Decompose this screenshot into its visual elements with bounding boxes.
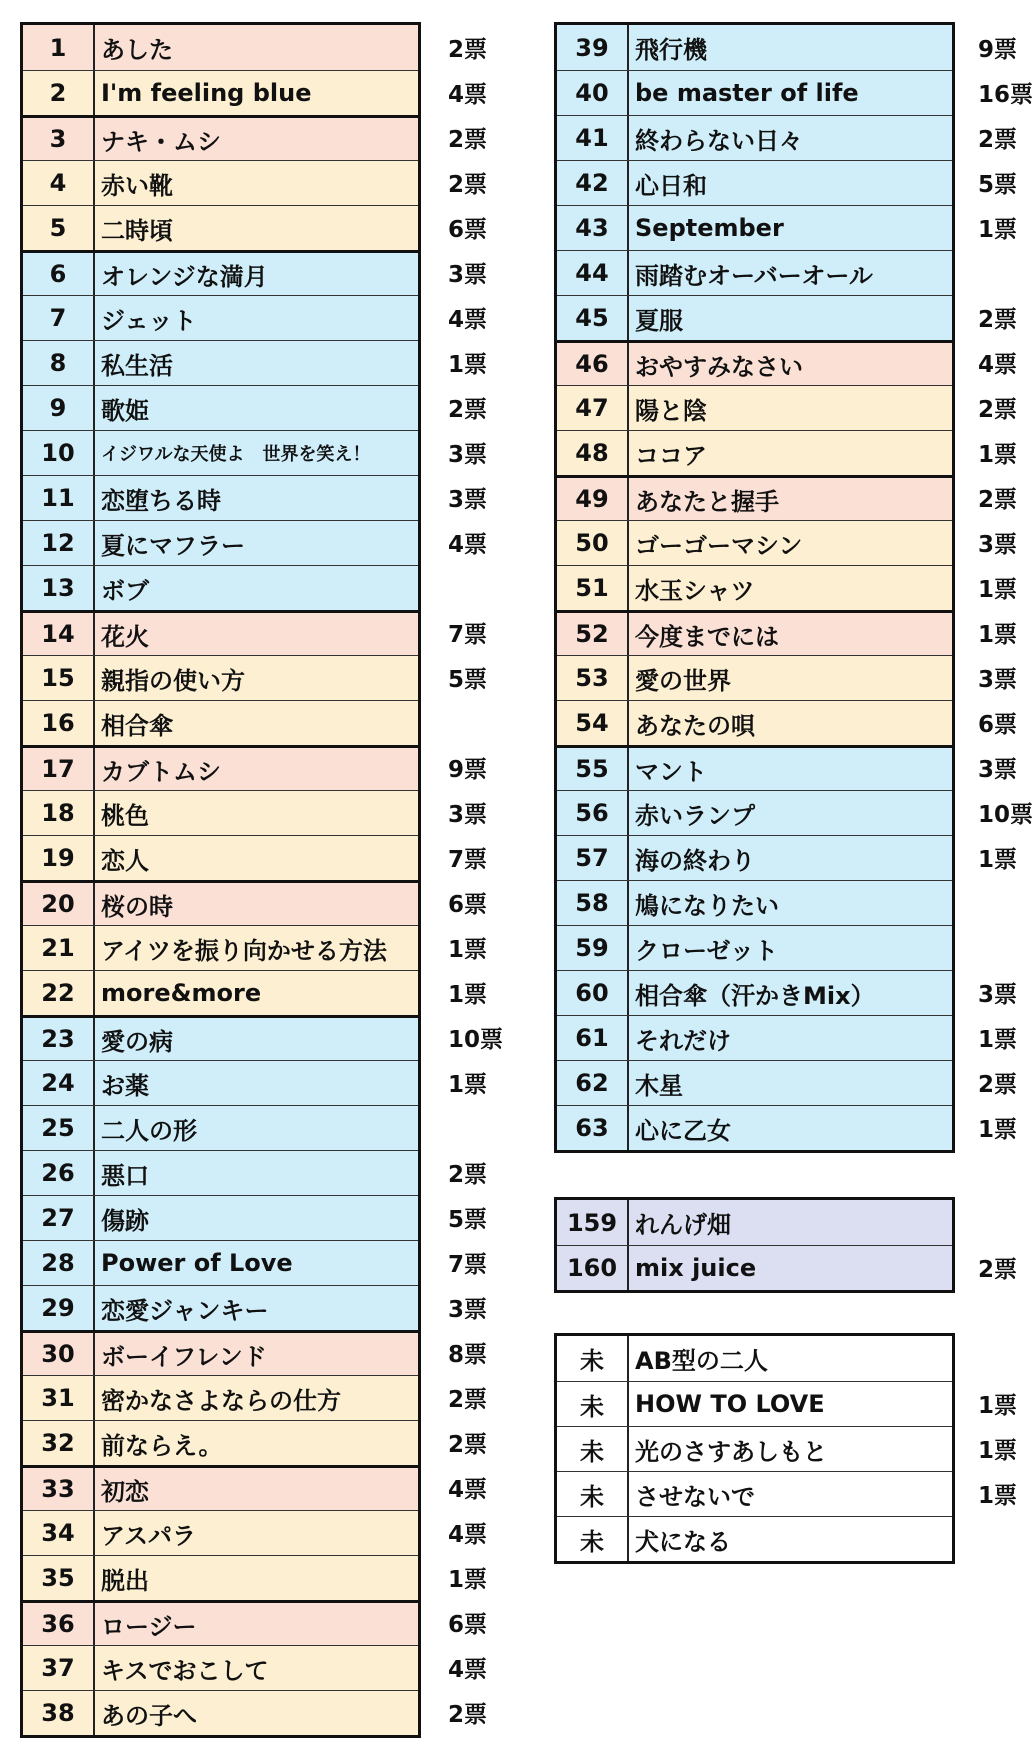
song-title: ロージー xyxy=(101,1612,197,1641)
song-title: 雨踏むオーバーオール xyxy=(635,261,873,290)
song-title: 犬になる xyxy=(635,1527,731,1556)
song-row xyxy=(557,790,952,835)
vote-count: 3票 xyxy=(978,757,1018,783)
song-number: 27 xyxy=(23,1196,95,1240)
song-title: 恋愛ジャンキー xyxy=(101,1296,269,1325)
song-number: 29 xyxy=(23,1286,95,1330)
vote-count: 1票 xyxy=(978,1117,1018,1143)
left-song-table xyxy=(20,22,421,1738)
song-number: 43 xyxy=(557,206,629,250)
song-title: あなたと握手 xyxy=(635,487,779,516)
song-number: 60 xyxy=(557,971,629,1015)
song-row xyxy=(557,700,952,745)
song-row xyxy=(23,1555,418,1600)
song-row xyxy=(23,1105,418,1150)
song-title: 赤い靴 xyxy=(101,171,173,200)
song-title: 木星 xyxy=(635,1071,683,1100)
song-row xyxy=(557,70,952,115)
song-title: 花火 xyxy=(101,622,149,651)
song-title: ジェット xyxy=(101,306,197,335)
vote-count: 2票 xyxy=(448,1702,488,1728)
song-row xyxy=(557,880,952,925)
song-number: 58 xyxy=(557,881,629,925)
vote-count: 3票 xyxy=(448,262,488,288)
song-row xyxy=(557,1471,952,1516)
song-title: 相合傘 xyxy=(101,711,173,740)
song-title: 光のさすあしもと xyxy=(635,1437,827,1466)
vote-count: 2票 xyxy=(448,1162,488,1188)
vote-count: 9票 xyxy=(448,757,488,783)
song-number: 57 xyxy=(557,836,629,880)
song-number: 40 xyxy=(557,71,629,115)
vote-count: 4票 xyxy=(978,352,1018,378)
song-row xyxy=(557,565,952,610)
vote-count: 1票 xyxy=(448,352,488,378)
song-title: あの子へ xyxy=(101,1701,197,1730)
vote-count: 7票 xyxy=(448,622,488,648)
song-number: 19 xyxy=(23,836,95,880)
vote-count: 5票 xyxy=(448,1207,488,1233)
song-number: 48 xyxy=(557,431,629,475)
song-number: 50 xyxy=(557,521,629,565)
vote-count: 3票 xyxy=(978,982,1018,1008)
song-number: 21 xyxy=(23,926,95,970)
song-number: 9 xyxy=(23,386,95,430)
song-row xyxy=(23,1420,418,1465)
song-title: mix juice xyxy=(635,1254,757,1282)
song-title: オレンジな満月 xyxy=(101,262,268,291)
song-title: カブトムシ xyxy=(101,757,221,786)
song-row xyxy=(23,250,418,295)
song-number: 52 xyxy=(557,613,629,655)
vote-count: 2票 xyxy=(978,397,1018,423)
song-row xyxy=(23,25,418,70)
song-number: 14 xyxy=(23,613,95,655)
song-title: ココア xyxy=(635,441,707,470)
song-number: 18 xyxy=(23,791,95,835)
vote-count: 1票 xyxy=(978,1483,1018,1509)
vote-count: 3票 xyxy=(448,442,488,468)
song-number: 63 xyxy=(557,1106,629,1150)
song-row xyxy=(557,520,952,565)
song-number: 20 xyxy=(23,883,95,925)
song-title: 飛行機 xyxy=(635,36,707,64)
song-title: マント xyxy=(635,757,707,786)
song-title: ナキ・ムシ xyxy=(101,127,221,156)
song-number: 41 xyxy=(557,116,629,160)
song-title: ボーイフレンド xyxy=(101,1342,267,1371)
vote-count: 2票 xyxy=(978,1072,1018,1098)
song-title: AB型の二人 xyxy=(635,1347,768,1375)
song-title: クローゼット xyxy=(635,936,779,965)
song-row xyxy=(23,520,418,565)
song-number: 37 xyxy=(23,1646,95,1690)
song-title: 脱出 xyxy=(101,1566,149,1595)
vote-count: 3票 xyxy=(448,1297,488,1323)
song-row xyxy=(23,430,418,475)
song-number: 未 xyxy=(557,1472,629,1516)
vote-count: 2票 xyxy=(448,397,488,423)
right-song-table xyxy=(554,22,955,1153)
vote-count: 8票 xyxy=(448,1342,488,1368)
vote-count: 4票 xyxy=(448,1657,488,1683)
song-row xyxy=(557,655,952,700)
song-title: more&more xyxy=(101,979,262,1007)
song-number: 30 xyxy=(23,1333,95,1375)
vote-count: 4票 xyxy=(448,307,488,333)
vote-count: 9票 xyxy=(978,37,1018,63)
song-title: ボブ xyxy=(101,576,149,605)
song-row xyxy=(23,565,418,610)
song-title: 愛の病 xyxy=(101,1027,173,1056)
song-row xyxy=(557,475,952,520)
song-number: 42 xyxy=(557,161,629,205)
song-row xyxy=(557,115,952,160)
song-title: れんげ畑 xyxy=(635,1211,731,1239)
song-row xyxy=(557,1105,952,1150)
vote-count: 1票 xyxy=(978,622,1018,648)
song-title: ゴーゴーマシン xyxy=(635,531,803,560)
song-row xyxy=(557,745,952,790)
vote-count: 6票 xyxy=(448,892,488,918)
song-row xyxy=(557,925,952,970)
song-row xyxy=(23,1510,418,1555)
song-number: 34 xyxy=(23,1511,95,1555)
vote-count: 4票 xyxy=(448,1522,488,1548)
vote-count: 1票 xyxy=(448,1072,488,1098)
song-title: 相合傘（汗かきMix） xyxy=(635,981,875,1010)
song-row xyxy=(23,1330,418,1375)
vote-count: 16票 xyxy=(978,82,1034,108)
song-row xyxy=(23,1060,418,1105)
song-title: 恋堕ちる時 xyxy=(101,486,221,515)
song-title: させないで xyxy=(635,1482,755,1511)
song-row xyxy=(557,610,952,655)
song-title: 夏服 xyxy=(635,306,683,335)
song-number: 38 xyxy=(23,1691,95,1735)
song-number: 51 xyxy=(557,566,629,610)
song-number: 46 xyxy=(557,343,629,385)
vote-count: 10票 xyxy=(978,802,1034,828)
song-title: 桜の時 xyxy=(101,892,173,921)
song-row xyxy=(557,160,952,205)
song-number: 未 xyxy=(557,1336,629,1381)
song-row xyxy=(23,745,418,790)
vote-count: 2票 xyxy=(448,37,488,63)
vote-count: 2票 xyxy=(978,307,1018,333)
song-row xyxy=(23,295,418,340)
song-number: 160 xyxy=(557,1246,629,1290)
song-number: 54 xyxy=(557,701,629,745)
song-row xyxy=(557,1381,952,1426)
song-number: 3 xyxy=(23,118,95,160)
song-row xyxy=(557,385,952,430)
song-number: 1 xyxy=(23,25,95,70)
song-title: 桃色 xyxy=(101,801,149,830)
vote-count: 2票 xyxy=(448,1432,488,1458)
song-number: 55 xyxy=(557,748,629,790)
song-title: 密かなさよならの仕方 xyxy=(101,1386,341,1415)
vote-count: 3票 xyxy=(448,802,488,828)
song-row xyxy=(557,835,952,880)
song-row xyxy=(23,880,418,925)
song-row xyxy=(23,1690,418,1735)
song-row xyxy=(23,655,418,700)
song-number: 35 xyxy=(23,1556,95,1600)
song-row xyxy=(23,1150,418,1195)
song-row xyxy=(557,1060,952,1105)
song-number: 24 xyxy=(23,1061,95,1105)
vote-count: 1票 xyxy=(978,1027,1018,1053)
song-title: 二人の形 xyxy=(101,1116,197,1145)
song-number: 61 xyxy=(557,1016,629,1060)
song-number: 31 xyxy=(23,1376,95,1420)
song-row xyxy=(557,250,952,295)
vote-count: 2票 xyxy=(448,127,488,153)
song-title: 鳩になりたい xyxy=(635,891,779,920)
song-number: 59 xyxy=(557,926,629,970)
vote-count: 1票 xyxy=(978,217,1018,243)
vote-count: 6票 xyxy=(448,1612,488,1638)
song-title: アイツを振り向かせる方法 xyxy=(101,936,387,965)
song-row xyxy=(557,25,952,70)
song-title: 海の終わり xyxy=(635,846,755,875)
song-number: 159 xyxy=(557,1200,629,1245)
song-title: あなたの唄 xyxy=(635,711,755,740)
song-number: 未 xyxy=(557,1517,629,1561)
song-title: おやすみなさい xyxy=(635,352,803,381)
song-title: 水玉シャツ xyxy=(635,576,755,605)
song-number: 17 xyxy=(23,748,95,790)
vote-count: 1票 xyxy=(448,982,488,1008)
song-title: 親指の使い方 xyxy=(101,666,245,695)
song-title: 恋人 xyxy=(101,846,149,875)
song-number: 53 xyxy=(557,656,629,700)
vote-count: 3票 xyxy=(978,532,1018,558)
song-title: 前ならえ。 xyxy=(101,1431,223,1460)
song-title: 二時頃 xyxy=(101,216,173,245)
song-number: 11 xyxy=(23,476,95,520)
song-row xyxy=(557,1200,952,1245)
song-title: 私生活 xyxy=(101,351,173,380)
vote-count: 2票 xyxy=(978,487,1018,513)
vote-count: 5票 xyxy=(448,667,488,693)
vote-count: 2票 xyxy=(448,172,488,198)
song-number: 44 xyxy=(557,251,629,295)
song-number: 12 xyxy=(23,521,95,565)
song-title: 陽と陰 xyxy=(635,396,707,425)
song-row xyxy=(23,70,418,115)
song-row xyxy=(23,1465,418,1510)
vote-count: 7票 xyxy=(448,1252,488,1278)
song-row xyxy=(23,970,418,1015)
song-number: 23 xyxy=(23,1018,95,1060)
song-row xyxy=(23,835,418,880)
song-number: 未 xyxy=(557,1382,629,1426)
vote-count: 1票 xyxy=(978,1438,1018,1464)
song-number: 8 xyxy=(23,341,95,385)
vote-count: 6票 xyxy=(448,217,488,243)
vote-count: 7票 xyxy=(448,847,488,873)
song-title: お薬 xyxy=(101,1071,149,1100)
song-row xyxy=(557,970,952,1015)
song-row xyxy=(557,205,952,250)
song-number: 33 xyxy=(23,1468,95,1510)
song-row xyxy=(23,1195,418,1240)
song-row xyxy=(23,1645,418,1690)
song-number: 2 xyxy=(23,71,95,115)
song-row xyxy=(23,610,418,655)
vote-count: 6票 xyxy=(978,712,1018,738)
song-number: 26 xyxy=(23,1151,95,1195)
song-row xyxy=(23,790,418,835)
song-number: 45 xyxy=(557,296,629,340)
vote-count: 2票 xyxy=(978,127,1018,153)
song-row xyxy=(557,295,952,340)
song-row xyxy=(557,1516,952,1561)
song-title: 心日和 xyxy=(635,171,707,200)
vote-count: 4票 xyxy=(448,532,488,558)
song-number: 4 xyxy=(23,161,95,205)
song-title: キスでおこして xyxy=(101,1656,269,1685)
song-row xyxy=(23,1285,418,1330)
song-row xyxy=(23,700,418,745)
song-title: それだけ xyxy=(635,1026,731,1055)
song-row xyxy=(23,1375,418,1420)
vote-count: 1票 xyxy=(978,1393,1018,1419)
song-title: September xyxy=(635,214,784,242)
song-row xyxy=(23,1015,418,1060)
song-title: 夏にマフラー xyxy=(101,531,245,560)
vote-count: 5票 xyxy=(978,172,1018,198)
song-number: 28 xyxy=(23,1241,95,1285)
song-row xyxy=(557,340,952,385)
vote-count: 1票 xyxy=(978,577,1018,603)
song-number: 10 xyxy=(23,431,95,475)
song-title: イジワルな天使よ 世界を笑え！ xyxy=(101,444,371,465)
song-number: 62 xyxy=(557,1061,629,1105)
vote-count: 1票 xyxy=(448,1567,488,1593)
song-number: 15 xyxy=(23,656,95,700)
song-title: 愛の世界 xyxy=(635,666,731,695)
song-row xyxy=(23,385,418,430)
song-title: Power of Love xyxy=(101,1249,293,1277)
song-row xyxy=(23,340,418,385)
song-title: 初恋 xyxy=(101,1477,149,1506)
song-title: 悪口 xyxy=(101,1161,149,1190)
song-title: 歌姫 xyxy=(101,396,149,425)
vote-count: 1票 xyxy=(978,442,1018,468)
vote-count: 4票 xyxy=(448,1477,488,1503)
vote-count: 4票 xyxy=(448,82,488,108)
song-number: 13 xyxy=(23,566,95,610)
song-number: 6 xyxy=(23,253,95,295)
song-number: 49 xyxy=(557,478,629,520)
song-row xyxy=(23,115,418,160)
vote-count: 1票 xyxy=(978,847,1018,873)
song-title: アスパラ xyxy=(101,1521,197,1550)
song-title: 終わらない日々 xyxy=(635,126,803,155)
song-title: 傷跡 xyxy=(101,1206,149,1235)
song-row xyxy=(23,475,418,520)
song-row xyxy=(23,1240,418,1285)
song-number: 32 xyxy=(23,1421,95,1465)
song-number: 7 xyxy=(23,296,95,340)
unreleased-song-table xyxy=(554,1333,955,1564)
song-title: HOW TO LOVE xyxy=(635,1390,825,1418)
vote-count: 3票 xyxy=(448,487,488,513)
song-title: 心に乙女 xyxy=(635,1116,731,1145)
song-row xyxy=(557,1015,952,1060)
song-number: 36 xyxy=(23,1603,95,1645)
song-number: 16 xyxy=(23,701,95,745)
extra-song-table xyxy=(554,1197,955,1293)
song-title: あした xyxy=(101,36,173,64)
song-row xyxy=(23,205,418,250)
song-row xyxy=(557,430,952,475)
song-number: 47 xyxy=(557,386,629,430)
song-row xyxy=(23,1600,418,1645)
song-title: I'm feeling blue xyxy=(101,79,312,107)
vote-count: 10票 xyxy=(448,1027,504,1053)
vote-count: 2票 xyxy=(448,1387,488,1413)
song-row xyxy=(23,925,418,970)
song-number: 56 xyxy=(557,791,629,835)
song-number: 未 xyxy=(557,1427,629,1471)
song-number: 25 xyxy=(23,1106,95,1150)
vote-count: 3票 xyxy=(978,667,1018,693)
song-row xyxy=(557,1336,952,1381)
song-title: be master of life xyxy=(635,79,859,107)
song-title: 赤いランプ xyxy=(635,801,755,830)
vote-count: 1票 xyxy=(448,937,488,963)
song-row xyxy=(23,160,418,205)
vote-count: 2票 xyxy=(978,1257,1018,1283)
song-number: 22 xyxy=(23,971,95,1015)
song-number: 39 xyxy=(557,25,629,70)
song-number: 5 xyxy=(23,206,95,250)
song-title: 今度までには xyxy=(635,622,779,651)
song-row xyxy=(557,1426,952,1471)
song-row xyxy=(557,1245,952,1290)
